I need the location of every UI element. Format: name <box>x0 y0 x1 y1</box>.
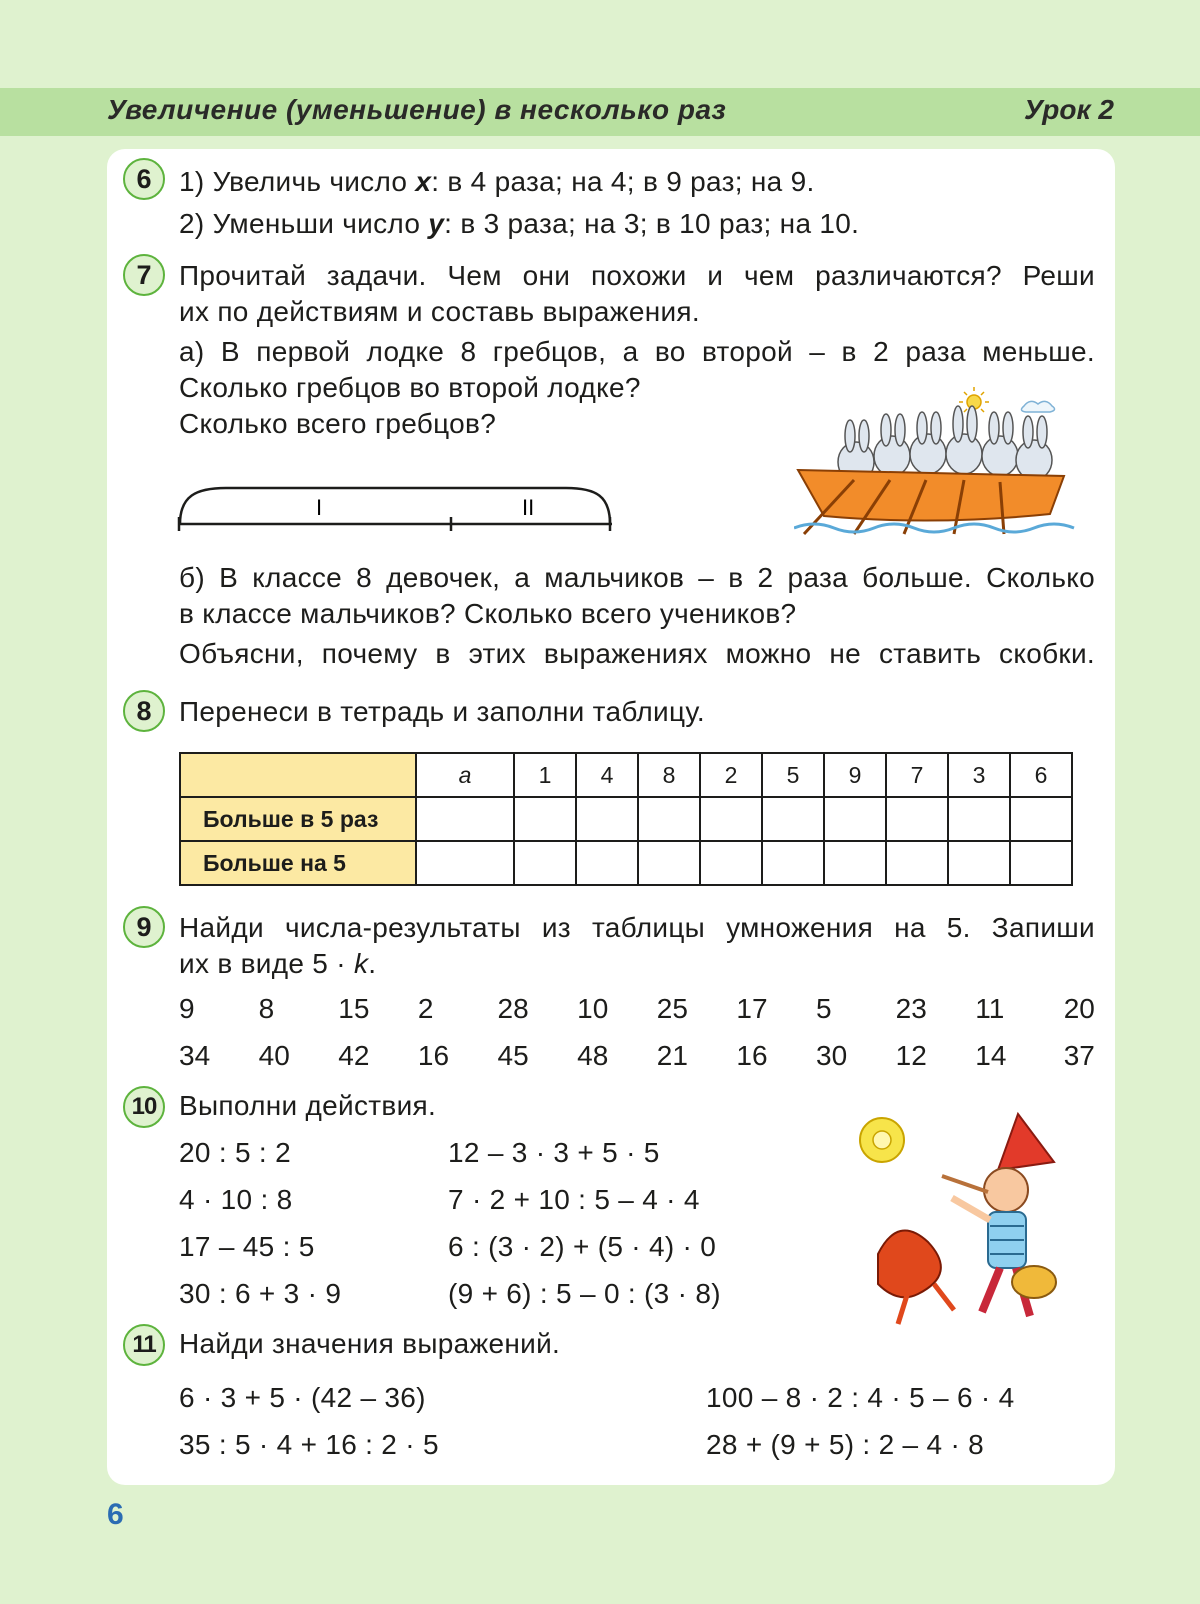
table-var-cell: a <box>416 753 514 797</box>
list-item: 30 <box>816 1040 848 1071</box>
cloud-icon <box>1021 401 1054 412</box>
list-item: 11 <box>975 993 1005 1024</box>
list-item: 34 <box>179 1040 211 1071</box>
list-item: 17 <box>736 993 768 1024</box>
task-11-left-1: 6 · 3 + 5 · (42 – 36) <box>179 1382 426 1413</box>
task-9-line-2 <box>179 946 376 982</box>
page-number: 6 <box>107 1498 124 1531</box>
task-7-number: 7 <box>123 254 165 296</box>
list-item: 45 <box>497 1040 529 1071</box>
task-10-number: 10 <box>123 1086 165 1128</box>
pinocchio-nose <box>942 1176 988 1192</box>
lesson-topic: Увеличение (уменьшение) в несколько раз <box>107 94 727 125</box>
task-11-number: 11 <box>123 1324 165 1366</box>
table-empty-cell <box>948 841 1010 885</box>
list-item: 40 <box>258 1040 290 1071</box>
task-9-number-row-2 <box>179 1040 1095 1072</box>
list-item: 42 <box>338 1040 370 1071</box>
segment-arc <box>180 488 610 524</box>
list-item: 2 <box>417 993 434 1024</box>
table-value-cell: 4 <box>576 753 638 797</box>
task-6-number: 6 <box>123 158 165 200</box>
pinocchio-hat <box>998 1114 1054 1170</box>
table-value-cell: 9 <box>824 753 886 797</box>
hares-group <box>838 406 1052 482</box>
table-value-cell: 7 <box>886 753 948 797</box>
task-11-right-2: 28 + (9 + 5) : 2 – 4 · 8 <box>706 1429 985 1460</box>
list-item: 10 <box>577 993 609 1024</box>
task-7a-line-2: Сколько гребцов во второй лодке? <box>179 372 641 403</box>
table-empty-cell <box>416 841 514 885</box>
table-corner-cell <box>180 753 416 797</box>
list-item: 16 <box>417 1040 450 1071</box>
task-10-right-2: 7 · 2 + 10 : 5 – 4 · 4 <box>448 1184 700 1215</box>
table-value-cell: 5 <box>762 753 824 797</box>
list-item: 9 <box>179 993 195 1024</box>
table-value-cell: 1 <box>514 753 576 797</box>
pinocchio-and-dog-illustration <box>858 1104 1078 1344</box>
task-6-line-2-text-b: : в 3 раза; на 3; в 10 раз; на 10. <box>444 208 860 239</box>
dog-tail <box>934 1284 954 1310</box>
table-value-cell: 3 <box>948 753 1010 797</box>
table-empty-cell <box>700 797 762 841</box>
task-6-line-1-text-b: : в 4 раза; на 4; в 9 раз; на 9. <box>431 166 815 197</box>
table-empty-cell <box>514 797 576 841</box>
task-10-left-4: 30 : 6 + 3 · 9 <box>179 1278 342 1309</box>
table-row <box>180 797 1072 841</box>
table-value-cell: 2 <box>700 753 762 797</box>
task-6-line-1 <box>179 164 815 200</box>
ball-icon <box>860 1118 904 1162</box>
dog-body <box>878 1230 941 1297</box>
table-empty-cell <box>824 841 886 885</box>
task-7-explain: Объясни, почему в этих выражениях можно не ставить скобки. <box>179 638 1095 669</box>
task-7a-line-3: Сколько всего гребцов? <box>179 408 497 439</box>
table-empty-cell <box>762 797 824 841</box>
list-item: 15 <box>338 993 370 1024</box>
task-11-right-1: 100 – 8 · 2 : 4 · 5 – 6 · 4 <box>706 1382 1015 1413</box>
table-empty-cell <box>638 841 700 885</box>
table-empty-cell <box>576 841 638 885</box>
coin-bag <box>1012 1266 1056 1298</box>
list-item: 8 <box>258 993 275 1024</box>
task-6-line-1-text-a: 1) Увеличь число <box>179 166 416 197</box>
task-9-number: 9 <box>123 906 165 948</box>
list-item: 48 <box>577 1040 609 1071</box>
task-8-number: 8 <box>123 690 165 732</box>
task-11-text: Найди значения выражений. <box>179 1328 561 1359</box>
task-7b-line-2: в классе мальчиков? Сколько всего учеников? <box>179 598 797 629</box>
task-10-left-1: 20 : 5 : 2 <box>179 1137 291 1168</box>
task-7-intro-line-2: их по действиям и составь выражения. <box>179 296 700 327</box>
task-6-var-x: x <box>415 166 432 197</box>
task-7a-line-1: а) В первой лодке 8 гребцов, а во второй – в 2 раза меньше. <box>179 336 1095 367</box>
task-9-var-k: k <box>353 948 369 979</box>
table-row-label: Больше на 5 <box>180 841 416 885</box>
table-empty-cell <box>638 797 700 841</box>
task-10-right-4: (9 + 6) : 5 – 0 : (3 · 8) <box>448 1278 721 1309</box>
task-10-text: Выполни действия. <box>179 1090 437 1121</box>
task-7-intro-line-1: Прочитай задачи. Чем они похожи и чем различаются? Реши <box>179 260 1095 291</box>
table-empty-cell <box>886 841 948 885</box>
task-10-right-3: 6 : (3 · 2) + (5 · 4) · 0 <box>448 1231 717 1262</box>
list-item: 25 <box>656 993 688 1024</box>
list-item: 12 <box>895 1040 927 1071</box>
list-item: 14 <box>975 1040 1007 1071</box>
table-row-label: Больше в 5 раз <box>180 797 416 841</box>
pinocchio-head <box>984 1168 1028 1212</box>
task-6-line-2-text-a: 2) Уменьши число <box>179 208 429 239</box>
task-8-text: Перенеси в тетрадь и заполни таблицу. <box>179 696 705 727</box>
task-8-table <box>179 752 1073 886</box>
task-9-line-2-text-b: . <box>368 948 377 979</box>
water-waves <box>794 524 1074 532</box>
segment-label-1: I <box>316 495 323 520</box>
task-6-var-y: y <box>428 208 445 239</box>
task-9-line-1: Найди числа-результаты из таблицы умножения на 5. Запиши <box>179 912 1095 943</box>
list-item: 21 <box>656 1040 688 1071</box>
task-9-number-row-1 <box>179 993 1095 1025</box>
list-item: 28 <box>497 993 529 1024</box>
table-empty-cell <box>1010 797 1072 841</box>
list-item: 20 <box>1063 993 1095 1024</box>
task-9-line-2-text-a: их в виде 5 · <box>179 948 354 979</box>
task-10-right-1: 12 – 3 · 3 + 5 · 5 <box>448 1137 660 1168</box>
task-6-line-2 <box>179 206 859 242</box>
table-empty-cell <box>886 797 948 841</box>
table-empty-cell <box>514 841 576 885</box>
table-row <box>180 841 1072 885</box>
segment-label-2: II <box>522 495 535 520</box>
segment-diagram <box>176 484 616 534</box>
table-empty-cell <box>948 797 1010 841</box>
list-item: 37 <box>1063 1040 1095 1071</box>
table-empty-cell <box>1010 841 1072 885</box>
table-empty-cell <box>700 841 762 885</box>
task-11-left-2: 35 : 5 · 4 + 16 : 2 · 5 <box>179 1429 439 1460</box>
table-empty-cell <box>416 797 514 841</box>
list-item: 16 <box>736 1040 768 1071</box>
lesson-number: Урок 2 <box>1023 94 1114 125</box>
task-10-left-3: 17 – 45 : 5 <box>179 1231 315 1262</box>
list-item: 5 <box>816 993 832 1024</box>
table-row-header <box>180 753 1072 797</box>
table-empty-cell <box>576 797 638 841</box>
pinocchio-arm <box>952 1198 990 1220</box>
task-7b-line-1: б) В классе 8 девочек, а мальчиков – в 2 раза больше. Сколько <box>179 562 1095 593</box>
table-value-cell: 6 <box>1010 753 1072 797</box>
table-value-cell: 8 <box>638 753 700 797</box>
list-item: 23 <box>895 993 927 1024</box>
table-empty-cell <box>824 797 886 841</box>
rowing-hares-boat-illustration <box>794 384 1084 544</box>
table-empty-cell <box>762 841 824 885</box>
task-10-left-2: 4 · 10 : 8 <box>179 1184 293 1215</box>
